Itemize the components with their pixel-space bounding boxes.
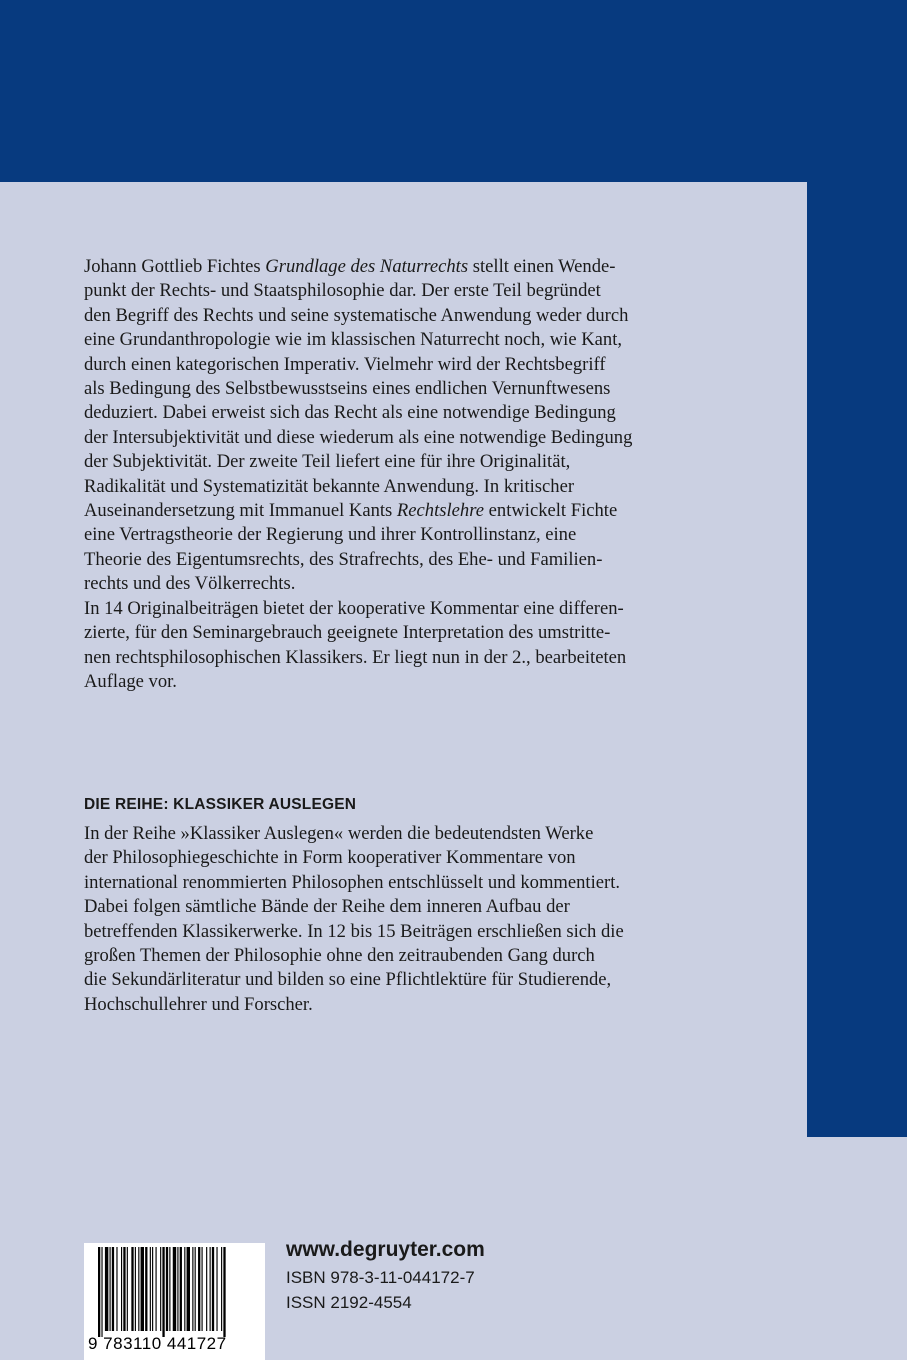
text-segment: deduziert. Dabei erweist sich das Recht als eine notwendige Bedingung: [84, 402, 616, 424]
text-segment: punkt der Rechts- und Staatsphilosophie dar. Der erste Teil begründet: [84, 280, 601, 302]
barcode-bar: [135, 1247, 136, 1331]
text-line: [84, 426, 744, 450]
text-line: [84, 328, 744, 352]
text-segment: international renommierten Philosophen entschlüsselt und kommentiert.: [84, 871, 621, 893]
barcode-bar: [177, 1247, 178, 1331]
text-segment: In 14 Originalbeiträgen bietet der kooperative Kommentar eine differen-: [84, 597, 624, 619]
text-segment: die Sekundärliteratur und bilden so eine Pflichtlektüre für Studierende,: [84, 969, 612, 991]
barcode-bar: [150, 1247, 151, 1331]
barcode-bar: [141, 1247, 144, 1331]
italic-title: Grundlage des Naturrechts: [265, 256, 469, 277]
text-line: [84, 548, 744, 572]
text-line: [84, 304, 744, 328]
barcode-bar: [192, 1247, 193, 1331]
barcode-bar: [121, 1247, 122, 1331]
text-segment: Theorie des Eigentumsrechts, des Strafrechts, des Ehe- und Familien-: [84, 548, 603, 570]
text-segment: rechts und des Völkerrechts.: [84, 573, 296, 595]
barcode-bar: [206, 1247, 207, 1331]
text-line: [84, 523, 744, 547]
text-segment: Hochschullehrer und Forscher.: [84, 993, 313, 1015]
barcode-bar: [187, 1247, 190, 1331]
barcode-bar: [180, 1247, 182, 1331]
text-line: [84, 993, 744, 1017]
series-description: [84, 822, 744, 1017]
barcode-bar: [101, 1247, 102, 1337]
barcode-bar: [198, 1247, 200, 1331]
text-segment: der Intersubjektivität und diese wiederum als eine notwendige Bedingung: [84, 426, 633, 448]
barcode-bar: [138, 1247, 139, 1331]
text-line: [84, 597, 744, 621]
cover-navy-side-band: [807, 182, 907, 1137]
isbn-barcode: [84, 1243, 265, 1360]
text-line: [84, 450, 744, 474]
barcode-bar: [169, 1247, 170, 1331]
text-segment: In der Reihe »Klassiker Auslegen« werden die bedeutendsten Werke: [84, 823, 594, 844]
series-heading: DIE REIHE: KLASSIKER AUSLEGEN: [84, 796, 357, 813]
text-segment: großen Themen der Philosophie ohne den zeitraubenden Gang durch: [84, 945, 595, 967]
text-line: [84, 895, 744, 919]
italic-title: Rechtslehre: [396, 500, 484, 522]
text-segment: durch einen kategorischen Imperativ. Vielmehr wird der Rechtsbegriff: [84, 353, 606, 375]
barcode-bar: [105, 1247, 108, 1331]
text-line: [84, 353, 744, 377]
barcode-bar: [210, 1247, 211, 1331]
barcode-bar: [162, 1247, 164, 1337]
barcode-bar: [184, 1247, 185, 1331]
text-line: [84, 279, 744, 303]
text-segment: eine Grundanthropologie wie im klassischen Naturrecht noch, wie Kant,: [84, 329, 623, 351]
text-segment: Auseinandersetzung mit Immanuel Kants: [84, 500, 397, 522]
book-description: [84, 255, 744, 694]
barcode-bar: [166, 1247, 168, 1331]
text-segment: stellt einen Wende-: [468, 256, 616, 277]
text-segment: Dabei folgen sämtliche Bände der Reihe dem inneren Aufbau der: [84, 896, 570, 918]
barcode-bar: [98, 1247, 100, 1337]
text-segment: der Philosophiegeschichte in Form kooperativer Kommentare von: [84, 847, 576, 869]
text-segment: zierte, für den Seminargebrauch geeignete Interpretation des umstritte-: [84, 622, 611, 644]
text-line: [84, 499, 744, 523]
cover-navy-band: [0, 0, 907, 182]
isbn-number: ISBN 978-3-11-044172-7: [286, 1268, 475, 1287]
text-segment: entwickelt Fichte: [484, 500, 618, 522]
text-segment: nen rechtsphilosophischen Klassikers. Er liegt nun in der 2., bearbeiteten: [84, 646, 627, 668]
barcode-bar: [212, 1247, 214, 1331]
text-line: [84, 846, 744, 870]
barcode-bar: [160, 1247, 161, 1331]
barcode-bar: [156, 1247, 157, 1331]
text-line: [84, 920, 744, 944]
barcode-bar: [123, 1247, 125, 1331]
barcode-bar: [223, 1247, 225, 1337]
text-segment: als Bedingung des Selbstbewusstseins eines endlichen Vernunftwesens: [84, 378, 611, 400]
text-line: [84, 646, 744, 670]
text-line: [84, 621, 744, 645]
text-segment: betreffenden Klassikerwerke. In 12 bis 15 Beiträgen erschließen sich die: [84, 920, 624, 942]
text-line: [84, 401, 744, 425]
barcode-bar: [195, 1247, 196, 1331]
barcode-bar: [221, 1247, 222, 1331]
text-segment: Johann Gottlieb Fichtes: [84, 256, 266, 277]
barcode-bar: [112, 1247, 114, 1331]
text-line: [84, 475, 744, 499]
text-segment: eine Vertragstheorie der Regierung und ihrer Kontrollinstanz, eine: [84, 524, 577, 546]
barcode-bar: [116, 1247, 117, 1331]
text-line: [84, 871, 744, 895]
text-line: [84, 822, 744, 846]
barcode-bar: [127, 1247, 128, 1331]
publisher-url: www.degruyter.com: [286, 1238, 485, 1261]
text-line: [84, 572, 744, 596]
text-segment: der Subjektivität. Der zweite Teil liefert eine für ihre Originalität,: [84, 451, 571, 473]
barcode-bar: [216, 1247, 217, 1331]
text-line: [84, 377, 744, 401]
barcode-bar: [173, 1247, 176, 1331]
barcode-digits: 9 783110 441727: [88, 1334, 227, 1353]
barcode-bar: [145, 1247, 147, 1331]
text-segment: Radikalität und Systematizität bekannte Anwendung. In kritischer: [84, 475, 575, 497]
text-line: [84, 255, 744, 279]
text-line: [84, 968, 744, 992]
barcode-bar: [110, 1247, 111, 1331]
text-line: [84, 670, 744, 694]
issn-number: ISSN 2192-4554: [286, 1293, 412, 1312]
text-segment: Auflage vor.: [84, 670, 177, 692]
barcode-bar: [131, 1247, 133, 1331]
barcode-bar: [202, 1247, 203, 1331]
text-segment: den Begriff des Rechts und seine systematische Anwendung weder durch: [84, 304, 629, 326]
text-line: [84, 944, 744, 968]
barcode-bar: [152, 1247, 153, 1331]
